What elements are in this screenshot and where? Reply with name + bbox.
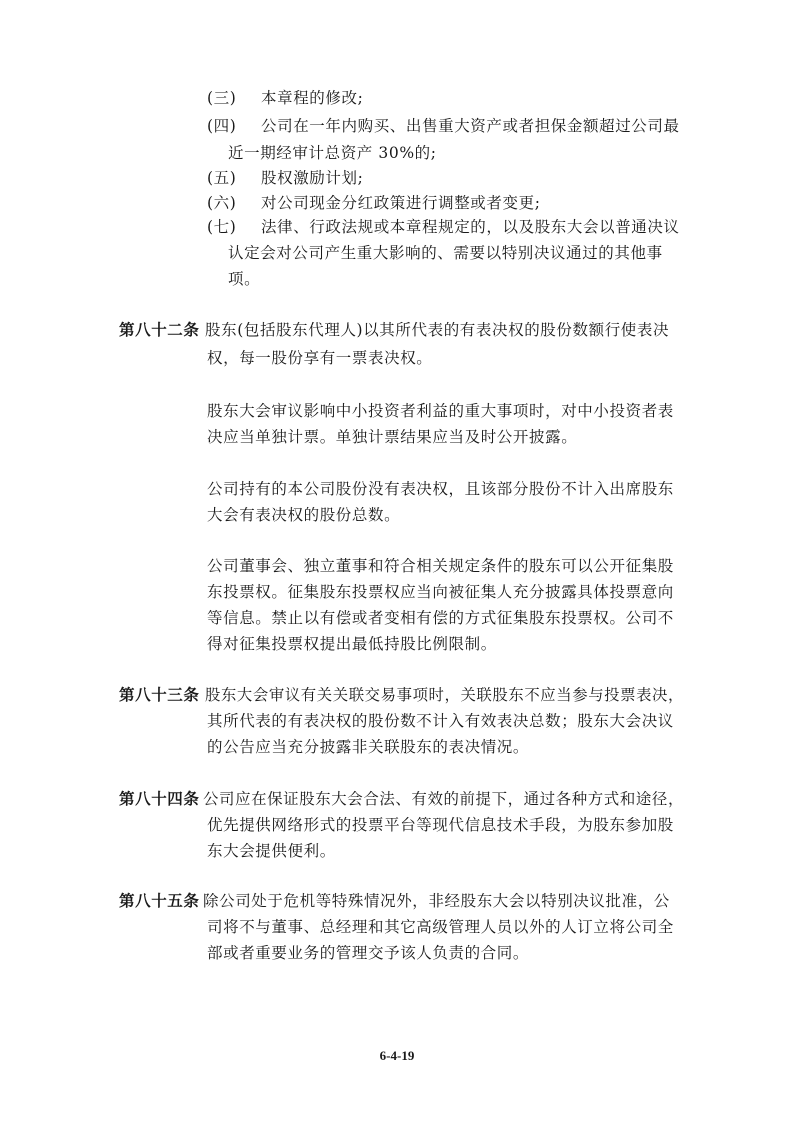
enum-text-cont: 认定会对公司产生重大影响的、需要以特别决议通过的其他事	[228, 244, 663, 262]
enum-text: 公司在一年内购买、出售重大资产或者担保金额超过公司最	[261, 117, 680, 135]
enum-text: 本章程的修改;	[261, 89, 364, 107]
article-text: 股东大会审议有关关联交易事项时，关联股东不应当参与投票表决，	[205, 686, 685, 704]
article-title: 第八十四条	[119, 789, 200, 808]
article-text: 部或者重要业务的管理交予该人负责的合同。	[207, 944, 530, 962]
enum-number: (三)	[207, 89, 237, 107]
article-text: 优先提供网络形式的投票平台等现代信息技术手段，为股东参加股	[207, 816, 674, 834]
article-text: 公司应在保证股东大会合法、有效的前提下，通过各种方式和途径，	[203, 790, 684, 808]
article-text: 等信息。禁止以有偿或者变相有偿的方式征集股东投票权。公司不	[207, 609, 674, 627]
article-text: 公司持有的本公司股份没有表决权，且该部分股份不计入出席股东	[207, 480, 674, 498]
enum-text-cont: 项。	[228, 270, 261, 288]
enum-number: (六)	[207, 194, 237, 212]
enum-text: 股权激励计划;	[261, 169, 364, 187]
article-text: 大会有表决权的股份总数。	[207, 506, 401, 524]
enum-number: (四)	[207, 117, 237, 135]
article-title: 第八十三条	[119, 685, 200, 704]
article-title: 第八十二条	[119, 320, 200, 339]
article-text: 的公告应当充分披露非关联股东的表决情况。	[207, 738, 530, 756]
article-title: 第八十五条	[119, 891, 200, 910]
enum-text-cont: 近一期经审计总资产 30%的;	[228, 144, 437, 162]
article-text: 其所代表的有表决权的股份数不计入有效表决总数；股东大会决议	[207, 712, 674, 730]
article-text: 东投票权。征集股东投票权应当向被征集人充分披露具体投票意向	[207, 583, 674, 601]
article-text: 得对征集投票权提出最低持股比例限制。	[207, 635, 497, 653]
article-text: 权，每一股份享有一票表决权。	[207, 349, 433, 367]
article-text: 股东大会审议影响中小投资者利益的重大事项时，对中小投资者表	[207, 402, 674, 420]
enum-text: 法律、行政法规或本章程规定的，以及股东大会以普通决议	[261, 218, 680, 236]
article-text: 股东(包括股东代理人)以其所代表的有表决权的股份数额行使表决	[205, 321, 670, 339]
page-number: 6-4-19	[379, 1048, 415, 1063]
article-text: 公司董事会、独立董事和符合相关规定条件的股东可以公开征集股	[207, 557, 674, 575]
article-text: 除公司处于危机等特殊情况外，非经股东大会以特别决议批准，公	[203, 892, 670, 910]
enum-text: 对公司现金分红政策进行调整或者变更;	[261, 194, 541, 212]
enum-number: (七)	[207, 218, 237, 236]
enum-number: (五)	[207, 169, 237, 187]
article-text: 司将不与董事、总经理和其它高级管理人员以外的人订立将公司全	[207, 918, 674, 936]
article-text: 东大会提供便利。	[207, 842, 336, 860]
article-text: 决应当单独计票。单独计票结果应当及时公开披露。	[207, 428, 578, 446]
